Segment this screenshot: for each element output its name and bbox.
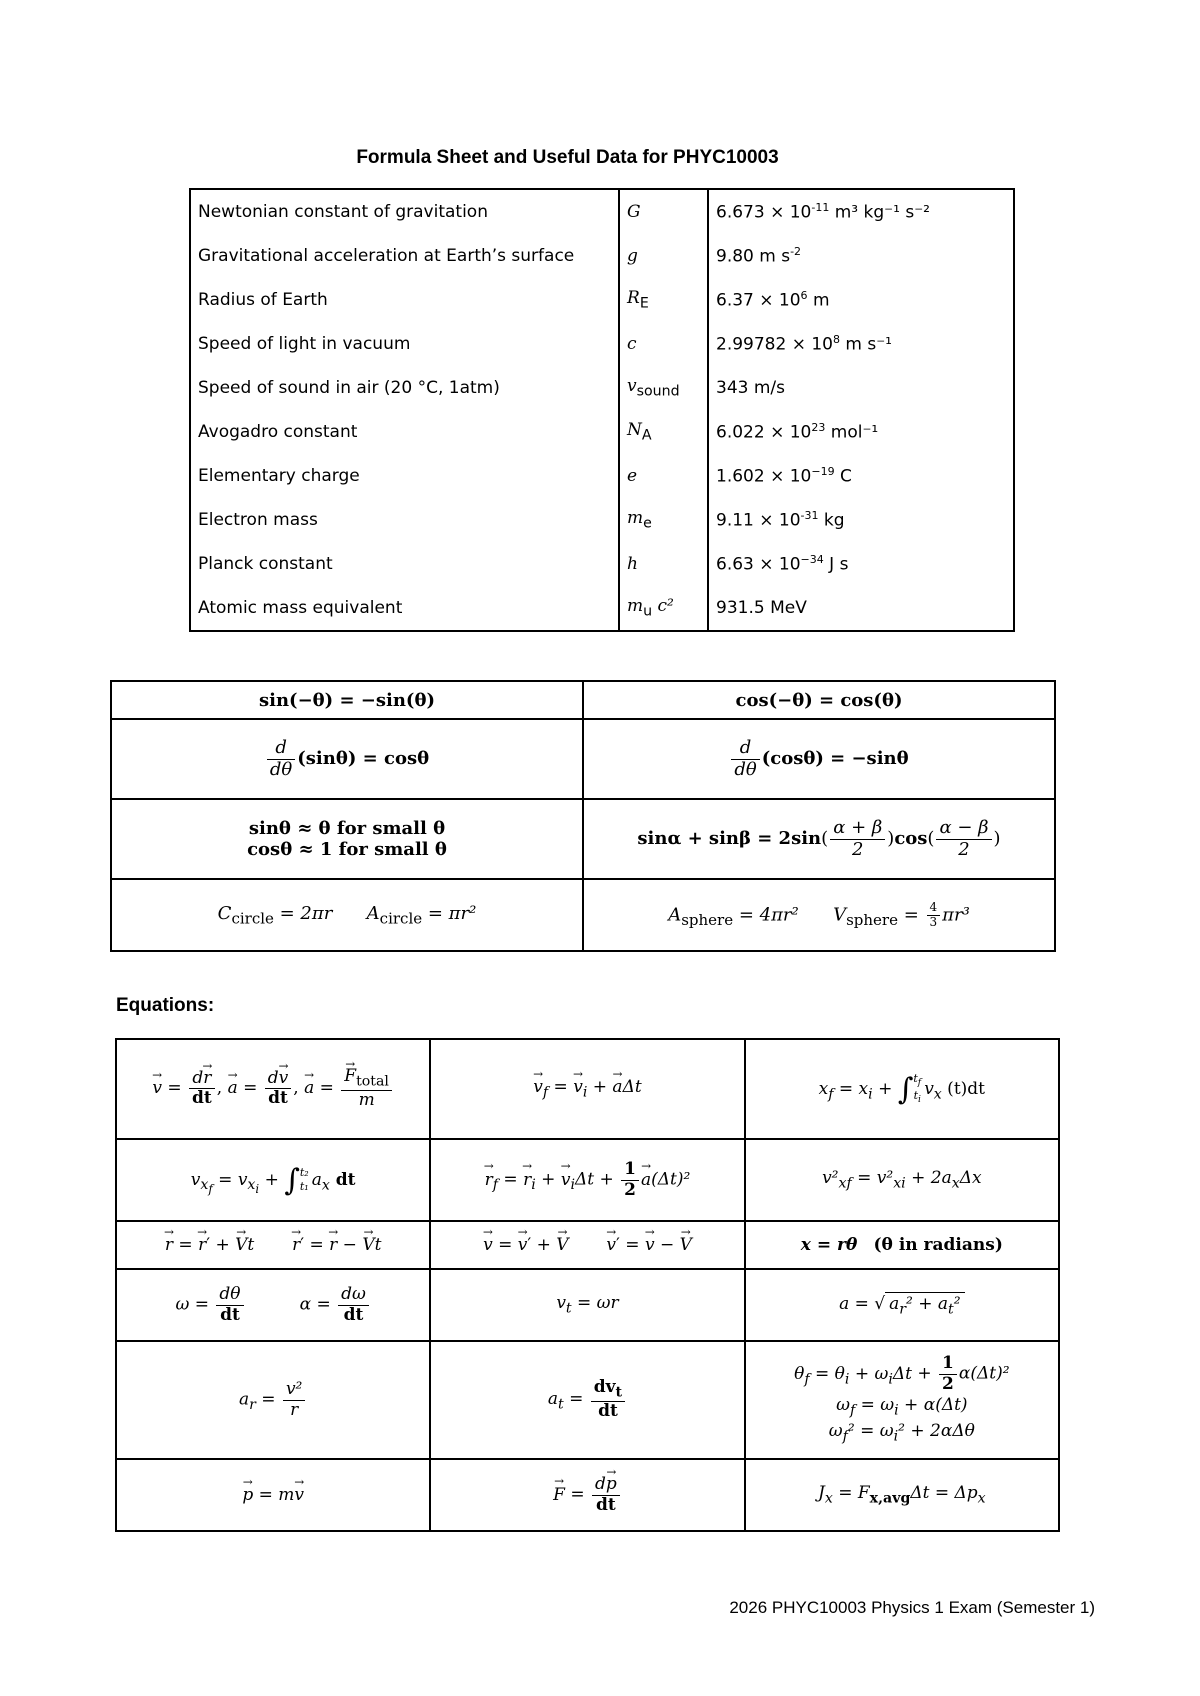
trig-dsin: $\frac{d}{d\theta}$ (sinθ) = cosθ [111,719,583,799]
eq-force-momentum: → F = $\frac{d\to p}{dt}$ [430,1459,744,1531]
eq-relative-velocity: → v = → v′ + → V → v′ = → v − → V [430,1221,744,1269]
eq-velocity-integral: $v_{x_f} = v_{x_i}$ + ∫ t₂ t₁ $a_x$ dt [116,1139,430,1221]
constant-value: $6.37 \times 10^6$ m [708,278,1014,322]
eq-vx-squared: $v^2_{xf} = v^2_{xi} + 2a_x\Delta x$ [745,1139,1059,1221]
constant-name: Avogadro constant [190,410,619,454]
eq-angular-defs: ω = $\frac{d\theta}{dt}$ α = $\frac{d\omega}{dt}$ [116,1269,430,1341]
constant-value: $6.673 \times 10^{-11}$ m³ kg⁻¹ s⁻² [708,189,1014,234]
equations-table [115,1038,1060,1532]
constant-symbol: $R_E$ [619,278,708,322]
constant-symbol: h [619,542,708,586]
eq-radial-acceleration: $a_r$ = $\frac{\text{v²}}{r}$ [116,1341,430,1459]
eq-momentum: → p = m→ v [116,1459,430,1531]
constants-table [189,188,1015,632]
eq-total-acceleration: a = √ $a_r^2 + a_t^2$ [745,1269,1059,1341]
eq-arc-length: x = rθ (θ in radians) [745,1221,1059,1269]
constant-name: Gravitational acceleration at Earth’s surface [190,234,619,278]
constant-row [190,322,1014,366]
constant-name: Newtonian constant of gravitation [190,189,619,234]
constant-name: Speed of sound in air (20 °C, 1atm) [190,366,619,410]
constant-value: $2.99782 \times 10^8$ m s⁻¹ [708,322,1014,366]
trig-circle: $C_{circle} = 2\pi r$ $A_{circle} = \pi r^2$ [111,879,583,951]
trig-sphere: $A_{sphere} = 4\pi r^2$ $V_{sphere}$ = $\frac{4}{3}$ πr³ [583,879,1055,951]
trig-small-angle: sinθ ≈ θ for small θ cosθ ≈ 1 for small θ [111,799,583,879]
constant-row [190,278,1014,322]
constant-row [190,410,1014,454]
eq-impulse: $J_x = F_{x,avg}\Delta t = \Delta p_x$ [745,1459,1059,1531]
eq-tangential-acceleration: $a_t$ = $\frac{dv_t}{dt}$ [430,1341,744,1459]
constant-symbol: g [619,234,708,278]
constant-value: $6.63 \times 10^{-34}$ J s [708,542,1014,586]
constant-value: $9.11 \times 10^{-31}$ kg [708,498,1014,542]
constant-symbol: $v_{sound}$ [619,366,708,410]
constant-name: Atomic mass equivalent [190,586,619,631]
trig-cos-even: cos(−θ) = cos(θ) [583,681,1055,719]
eq-position-update: → $r_f$ = → $r_i$ + → $v_i\Delta t$ + $\frac{1}{2}$ → a(Δt)² [430,1139,744,1221]
constant-row [190,234,1014,278]
trig-dcos: $\frac{d}{d\theta}$ (cosθ) = −sinθ [583,719,1055,799]
constant-name: Elementary charge [190,454,619,498]
constant-symbol: G [619,189,708,234]
constant-symbol: $m_u$ c² [619,586,708,631]
trig-sum-formula: sinα + sinβ = 2sin( $\frac{\alpha + \beta}{2}$ )cos( $\frac{\alpha - \beta}{2}$ ) [583,799,1055,879]
eq-kinematics-defs: → v = $\frac{d\to r}{dt}$ , → a = $\frac{d\to v}{dt}$ , → a = → $\frac{F_{total}}{m}$ [116,1039,430,1139]
eq-position-integral: $x_f = x_i$ + ∫ $t_f$ $t_i$ $v_x$ (t)dt [745,1039,1059,1139]
constant-row [190,586,1014,631]
constant-value: $6.022 \times 10^{23}$ mol⁻¹ [708,410,1014,454]
constant-value: 9.80 m $s^{-2}$ [708,234,1014,278]
eq-tangential-velocity: $v_t = \omega r$ [430,1269,744,1341]
constant-row [190,189,1014,234]
eq-relative-position: → r = → r′ + → Vt → r′ = → r − → Vt [116,1221,430,1269]
eq-velocity-update: → $v_f$ = → $v_i$ + → aΔt [430,1039,744,1139]
constant-name: Electron mass [190,498,619,542]
page-title: Formula Sheet and Useful Data for PHYC10003 [356,147,779,168]
equations-heading: Equations: [116,995,215,1016]
constant-name: Speed of light in vacuum [190,322,619,366]
constant-row [190,498,1014,542]
eq-rotational-kinematics: $\theta_f = \theta_i + \omega_i\Delta t$ + $\frac{1}{2}$ α(Δt)² $\omega_f = \omega_i + \alpha(\Delta t)$ $\omega_f^2 = \omega_i^2 + 2\alpha\Delta\theta$ [745,1341,1059,1459]
constant-value: 931.5 MeV [708,586,1014,631]
constant-name: Planck constant [190,542,619,586]
constant-row [190,454,1014,498]
constant-row [190,366,1014,410]
constant-symbol: e [619,454,708,498]
trig-table [110,680,1056,952]
constant-name: Radius of Earth [190,278,619,322]
constant-value: $1.602 \times 10^{-19}$ C [708,454,1014,498]
trig-sin-odd: sin(−θ) = −sin(θ) [111,681,583,719]
constant-symbol: $N_A$ [619,410,708,454]
constant-value: 343 m/s [708,366,1014,410]
constant-symbol: $m_e$ [619,498,708,542]
footer-exam-info: 2026 PHYC10003 Physics 1 Exam (Semester 1) [729,1598,1095,1617]
constant-row [190,542,1014,586]
constant-symbol: c [619,322,708,366]
